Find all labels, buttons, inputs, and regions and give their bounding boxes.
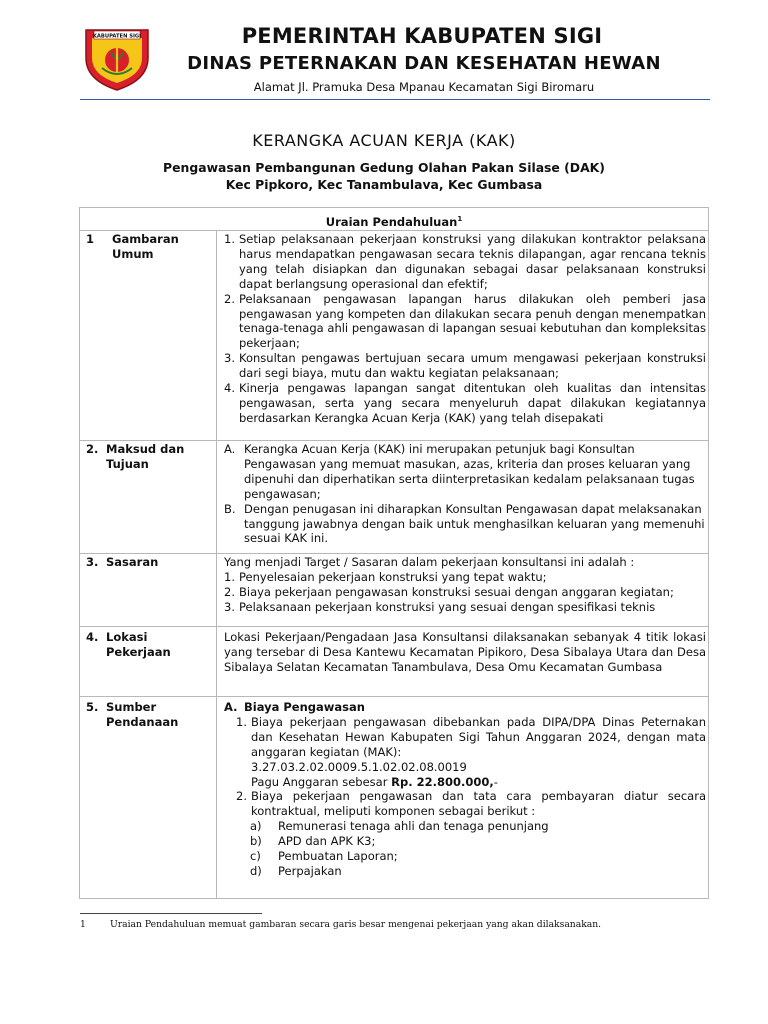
section-number: 5. <box>86 700 99 714</box>
document-subtitle-2: Kec Pipkoro, Kec Tanambulava, Kec Gumbasa <box>225 177 543 192</box>
section-text: Lokasi Pekerjaan/Pengadaan Jasa Konsultansi dilaksanakan sebanyak 4 titik lokasi yang tersebar di Desa Kantewu Kecamatan Pipikoro, Desa Sibalaya Utara dan Desa Sibalaya Selatan Kecamatan Tanambulava, Desa Omu Kecamatan Gumbasa <box>224 630 706 674</box>
section-label-maksud-tujuan <box>86 442 212 472</box>
mak-code: 3.27.03.2.02.0009.5.1.02.02.08.0019 <box>251 759 467 774</box>
letterhead-address: Alamat Jl. Pramuka Desa Mpanau Kecamatan Sigi Biromaru <box>253 80 595 94</box>
kak-table <box>79 207 709 899</box>
pagu-line: Pagu Anggaran sebesar Rp. 22.800.000,- <box>251 774 498 789</box>
list-item: 3. Konsultan pengawas bertujuan secara umum mengawasi pekerjaan konstruksi dari segi biaya, mutu dan waktu kegiatan pelaksanaan; <box>224 351 706 381</box>
document-title: KERANGKA ACUAN KERJA (KAK) <box>252 131 516 150</box>
section-content-maksud-tujuan <box>224 442 706 546</box>
section-label-pendanaan <box>86 700 212 730</box>
logo-text: KABUPATEN SIGI <box>92 33 142 40</box>
list-item: 1. Setiap pelaksanaan pekerjaan konstruksi yang dilakukan kontraktor pelaksana harus mendapatkan pengawasan secara teknis dilapangan, agar rencana teknis yang telah disiapkan dan digunakan sebagai dasar pelaksanaan konstruksi dapat berlangsung operasional dan efektif; <box>224 232 706 291</box>
list-item: 1. Penyelesaian pekerjaan konstruksi yang tepat waktu; <box>224 569 547 584</box>
section-number: 1 <box>86 232 95 246</box>
list-item: 3. Pelaksanaan pekerjaan konstruksi yang sesuai dengan spesifikasi teknis <box>224 599 656 614</box>
list-item: a) Remunerasi tenaga ahli dan tenaga penunjang <box>250 819 549 834</box>
table-divider <box>80 626 708 627</box>
table-header <box>80 208 708 230</box>
list-item: 2. Biaya pekerjaan pengawasan dan tata cara pembayaran diatur secara kontraktual, meliputi komponen sebagai berikut : <box>236 789 706 819</box>
section-title: Lokasi Pekerjaan <box>106 630 171 659</box>
footnote-marker: 1 <box>80 919 86 930</box>
footnote <box>80 919 700 930</box>
section-title: Sumber Pendanaan <box>106 700 179 729</box>
list-item: 1. Biaya pekerjaan pengawasan dibebankan pada DIPA/DPA Dinas Peternakan dan Kesehatan Hewan Kabupaten Sigi Tahun Anggaran 2024, dengan mata anggaran kegiatan (MAK): 3.27.03.2.02.0009.5.1.02.02.08.0019 Pagu Anggaran sebesar Rp. 22.800.000,- <box>236 714 706 789</box>
section-content-pendanaan <box>224 700 706 879</box>
section-number: 4. <box>86 630 99 644</box>
section-content-gambaran-umum <box>224 232 706 426</box>
letterhead-divider <box>80 99 710 100</box>
section-content-sasaran <box>224 555 706 615</box>
document-subtitle-1: Pengawasan Pembangunan Gedung Olahan Pakan Silase (DAK) <box>163 160 605 175</box>
footnote-ref[interactable]: 1 <box>457 215 463 223</box>
section-label-lokasi <box>86 630 212 660</box>
section-intro: Yang menjadi Target / Sasaran dalam pekerjaan konsultansi ini adalah : <box>224 555 635 569</box>
table-divider <box>80 553 708 554</box>
table-divider <box>80 696 708 697</box>
footnote-text: Uraian Pendahuluan memuat gambaran secara garis besar mengenai pekerjaan yang akan dilaksanakan. <box>110 919 602 930</box>
section-title: Gambaran Umum <box>112 232 179 261</box>
section-label-sasaran <box>86 555 212 570</box>
table-divider <box>80 440 708 441</box>
list-item: 4. Kinerja pengawas lapangan sangat ditentukan oleh kualitas dan intensitas pengawasan, serta yang secara menyeluruh dapat dilakukan kegiatannya berdasarkan Kerangka Acuan Kerja (KAK) yang telah disepakati <box>224 381 706 425</box>
section-number: 2. <box>86 442 99 456</box>
table-divider <box>80 230 708 231</box>
letterhead-title: PEMERINTAH KABUPATEN SIGI <box>241 24 603 48</box>
section-title: Maksud dan Tujuan <box>106 442 185 471</box>
funding-heading: A. Biaya Pengawasan <box>224 700 365 714</box>
list-item: c) Pembuatan Laporan; <box>250 849 398 864</box>
section-title: Sasaran <box>106 555 159 569</box>
pagu-value: Rp. 22.800.000, <box>391 774 494 789</box>
list-item: A. Kerangka Acuan Kerja (KAK) ini merupakan petunjuk bagi Konsultan Pengawasan yang memuat masukan, azas, kriteria dan proses keluaran yang dipenuhi dan diperhatikan serta diinterpretasikan kedalam pelaksanaan tugas pengawasan; <box>224 442 695 501</box>
regency-logo <box>80 22 154 92</box>
letterhead-department: DINAS PETERNAKAN DAN KESEHATAN HEWAN <box>187 53 661 74</box>
section-number: 3. <box>86 555 99 569</box>
section-content-lokasi <box>224 630 706 675</box>
footnote-divider <box>80 913 262 914</box>
list-item: B. Dengan penugasan ini diharapkan Konsultan Pengawasan dapat melaksanakan tanggung jawabnya dengan baik untuk menghasilkan keluaran yang memenuhi sesuai KAK ini. <box>224 501 705 546</box>
table-header-label: Uraian Pendahuluan <box>325 214 458 229</box>
list-item: 2. Pelaksanaan pengawasan lapangan harus dilakukan oleh pemberi jasa pengawasan yang kompeten dan dilakukan secara penuh dengan menempatkan tenaga-tenaga ahli pengawasan di lapangan sesuai kebutuhan dan kompleksitas pekerjaan; <box>224 291 706 351</box>
list-item: d) Perpajakan <box>250 863 342 878</box>
table-column-divider <box>216 230 217 898</box>
section-label-gambaran-umum <box>86 232 212 262</box>
list-item: 2. Biaya pekerjaan pengawasan konstruksi sesuai dengan anggaran kegiatan; <box>224 584 674 599</box>
list-item: b) APD dan APK K3; <box>250 834 376 849</box>
